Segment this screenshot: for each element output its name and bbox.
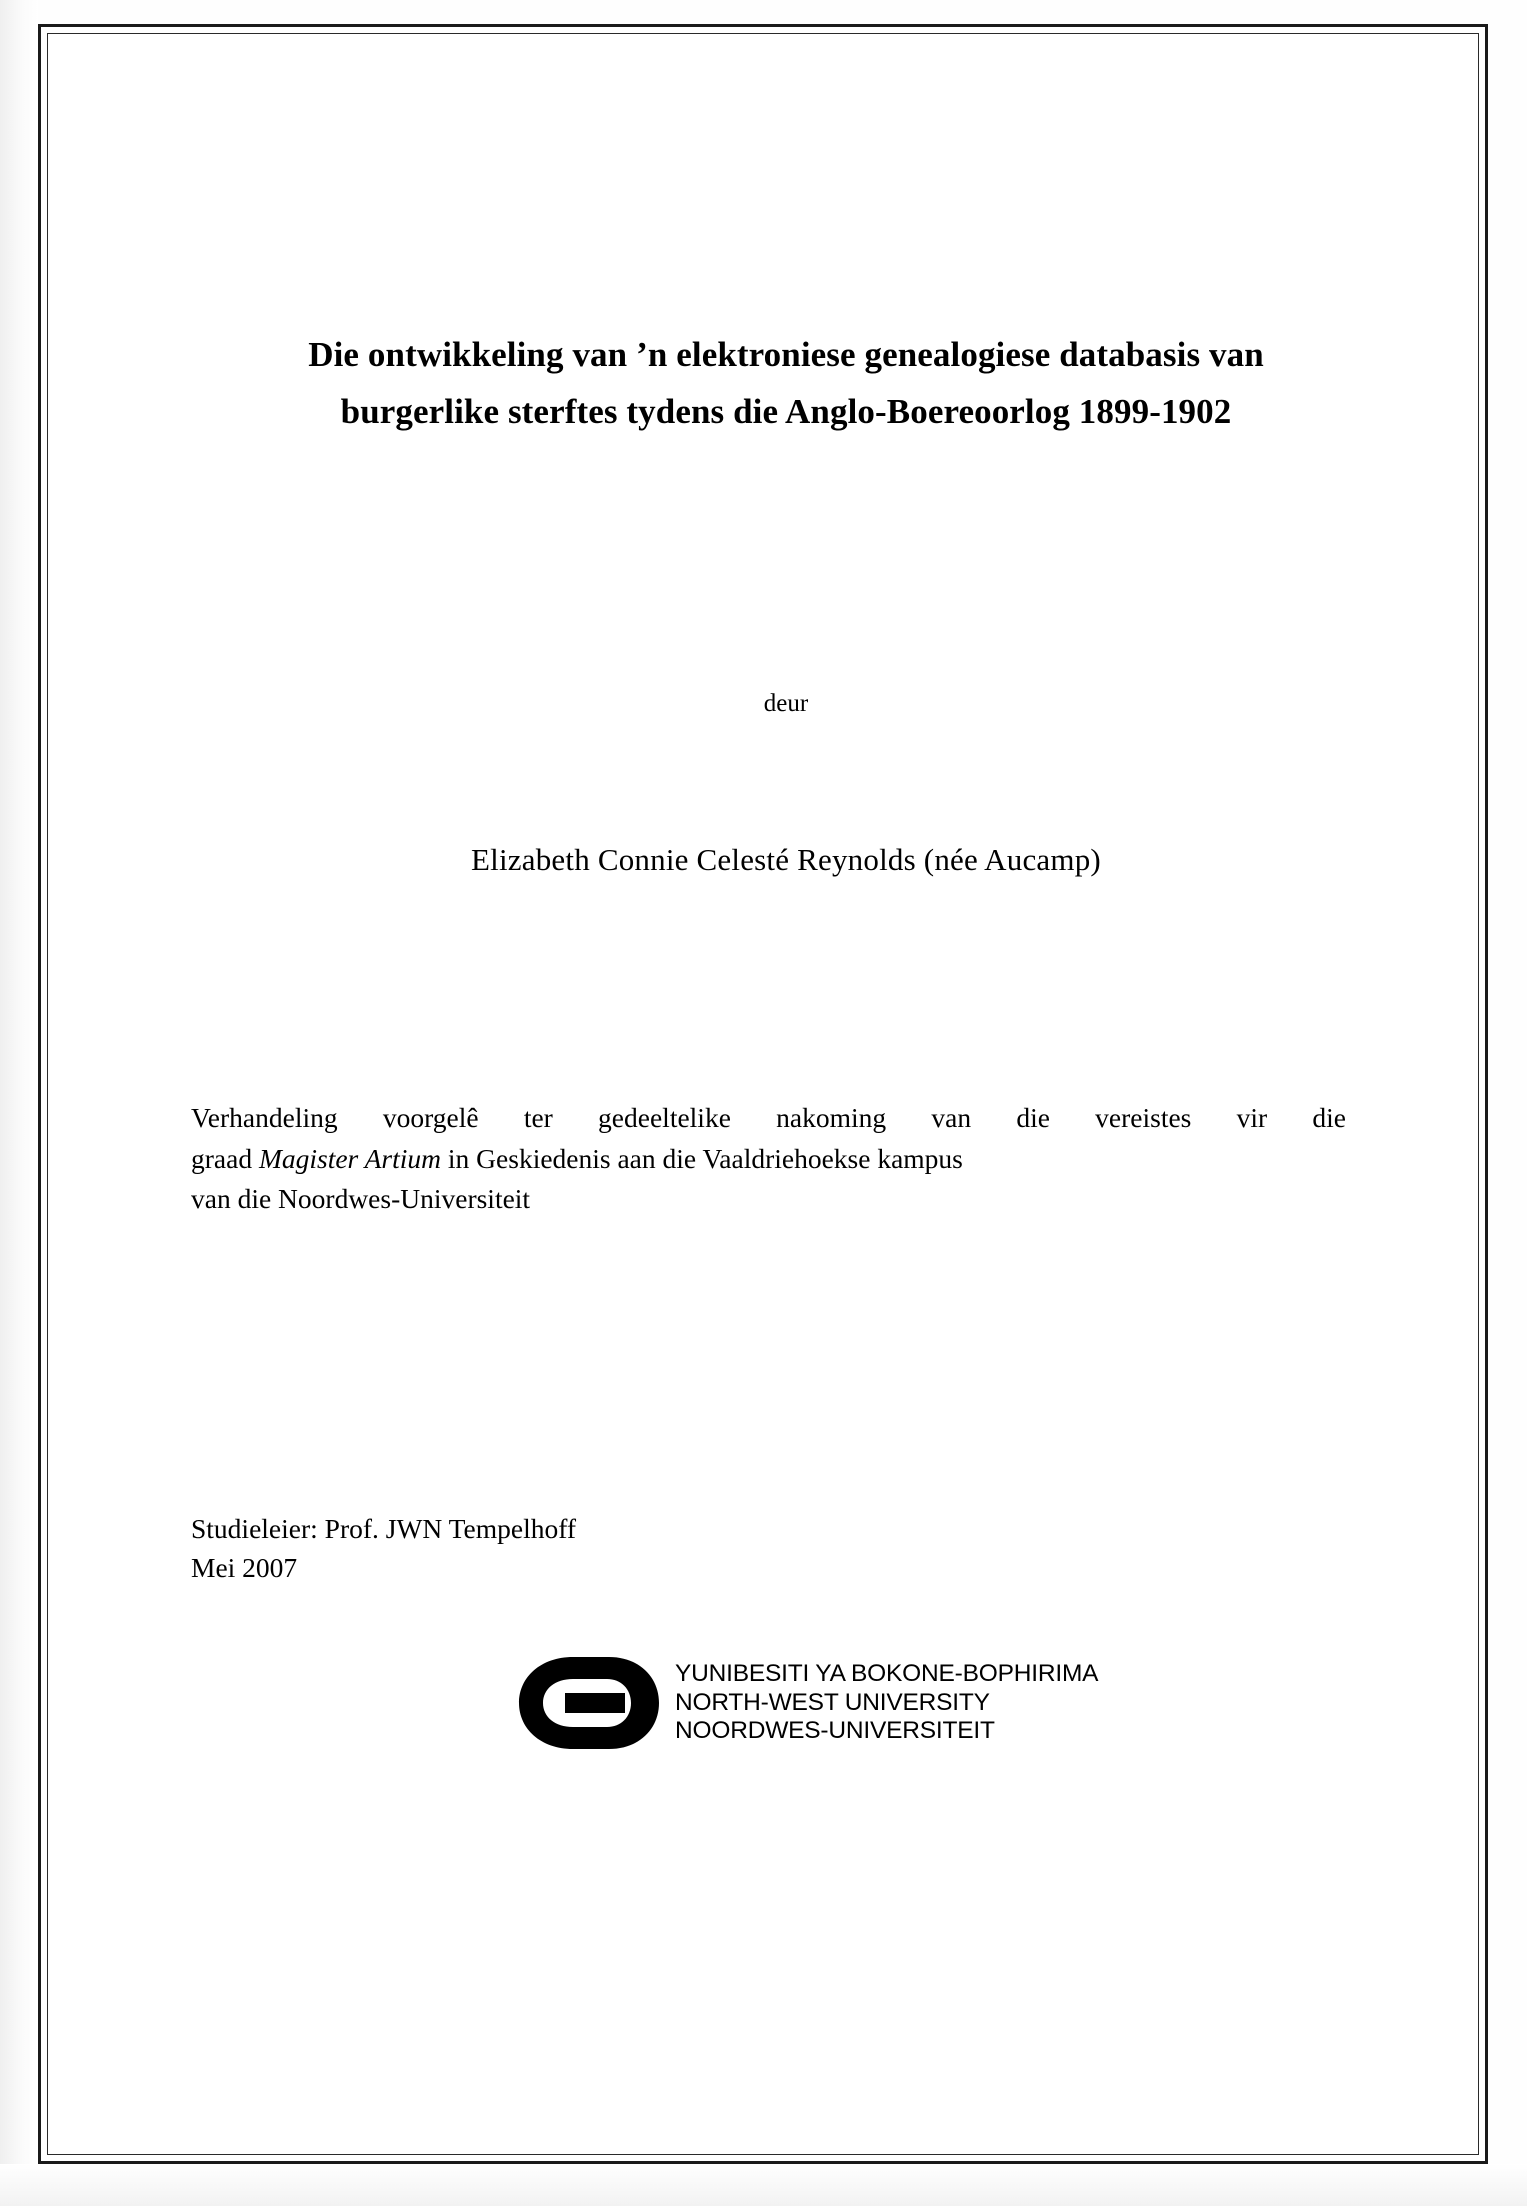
declaration-line-3: van die Noordwes-Universiteit (191, 1182, 531, 1214)
supervisor-block (191, 1509, 1381, 1587)
supervisor-line: Studieleier: Prof. JWN Tempelhoff (191, 1512, 577, 1544)
degree-declaration (191, 1098, 1346, 1218)
scan-edge-shadow-bottom (0, 2164, 1527, 2206)
page-title (206, 327, 1366, 440)
university-logo-text (675, 1660, 1098, 1745)
declaration-line-2 (191, 1139, 1346, 1179)
university-logo-icon (511, 1649, 667, 1757)
logo-text-line-3: NOORDWES-UNIVERSITEIT (675, 1717, 995, 1745)
submission-date: Mei 2007 (191, 1551, 298, 1583)
declaration-line-2-prefix: graad (191, 1142, 259, 1174)
university-logo-row (191, 1649, 1381, 1757)
scan-edge-shadow-left (0, 0, 38, 2206)
title-page-content (191, 327, 1381, 1757)
logo-text-line-1: YUNIBESITI YA BOKONE-BOPHIRIMA (675, 1660, 1099, 1688)
degree-name: Magister Artium (258, 1142, 442, 1174)
author-name: Elizabeth Connie Celesté Reynolds (née Aucamp) (471, 842, 1101, 878)
title-line-2: burgerlike sterftes tydens die Anglo-Boereoorlog 1899-1902 (340, 391, 1232, 431)
logo-text-line-2: NORTH-WEST UNIVERSITY (675, 1688, 990, 1716)
author-preposition: deur (763, 690, 809, 718)
declaration-line-2-suffix: in Geskiedenis aan die Vaaldriehoekse kampus (441, 1142, 963, 1174)
page-border-frame (38, 24, 1488, 2164)
title-line-1: Die ontwikkeling van ’n elektroniese genealogiese databasis van (308, 335, 1264, 374)
declaration-line-1: Verhandeling voorgelê ter gedeeltelike nakoming van die vereistes vir die (191, 1102, 1346, 1134)
